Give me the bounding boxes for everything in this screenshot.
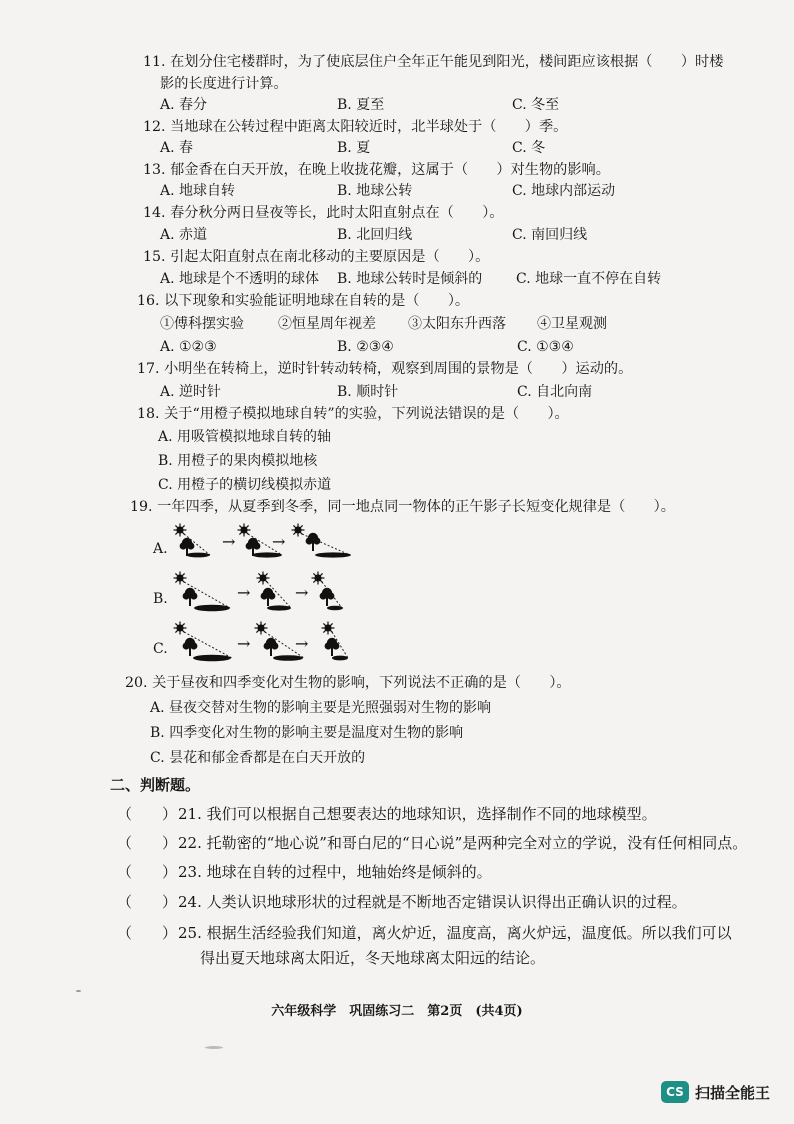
option-a-step1 xyxy=(174,524,211,558)
judgment-24-text: 24. 人类认识地球形状的过程就是不断地否定错误认识得出正确认识的过程。 xyxy=(178,893,687,911)
judgment-22-text: 22. 托勒密的“地心说”和哥白尼的“日心说”是两种完全对立的学说，没有任何相同点。 xyxy=(178,834,748,852)
question-13-option-b: B. 地球公转 xyxy=(337,183,413,199)
question-11-option-b: B. 夏至 xyxy=(337,97,385,113)
question-11-option-c: C. 冬至 xyxy=(512,97,560,113)
option-c-step3 xyxy=(322,622,349,661)
question-14-option-a: A. 赤道 xyxy=(160,227,208,243)
option-c-step1 xyxy=(174,622,233,662)
arrow-icon: → xyxy=(295,583,309,602)
shadow-diagram xyxy=(150,522,380,672)
question-18-option-c: C. 用橙子的横切线模拟赤道 xyxy=(158,477,332,493)
arrow-icon: → xyxy=(272,532,286,551)
question-16-option-c: C. ①③④ xyxy=(517,339,574,355)
section-heading: 二、判断题。 xyxy=(110,776,201,794)
question-20-option-c: C. 昙花和郁金香都是在白天开放的 xyxy=(150,750,366,766)
watermark-text: 扫描全能王 xyxy=(694,1083,770,1102)
judgment-23-text: 23. 地球在自转的过程中，地轴始终是倾斜的。 xyxy=(178,863,492,881)
question-15-option-b: B. 地球公转时是倾斜的 xyxy=(337,271,483,287)
question-17-option-a: A. 逆时针 xyxy=(160,384,222,400)
question-20-option-a: A. 昼夜交替对生物的影响主要是光照强弱对生物的影响 xyxy=(150,700,492,716)
question-14-stem: 14. 春分秋分两日昼夜等长，此时太阳直射点在（ ）。 xyxy=(143,205,504,221)
question-12-option-c: C. 冬 xyxy=(512,140,546,156)
question-19-option-c: C. xyxy=(153,641,168,657)
arrow-icon: → xyxy=(295,634,309,653)
judgment-25-text: 25. 根据生活经验我们知道，离火炉近，温度高，离火炉远，温度低。所以我们可以 xyxy=(178,924,732,942)
question-13-stem: 13. 郁金香在白天开放，在晚上收拢花瓣，这属于（ ）对生物的影响。 xyxy=(143,162,610,178)
judgment-25-bracket: （ ） xyxy=(117,924,178,942)
judgment-24-bracket: （ ） xyxy=(117,893,178,911)
option-b-step2 xyxy=(257,572,292,611)
question-16-item-2: ②恒星周年视差 xyxy=(278,316,376,332)
question-16-option-a: A. ①②③ xyxy=(160,339,217,355)
arrow-icon: → xyxy=(237,583,251,602)
question-19-stem: 19. 一年四季，从夏季到冬季，同一地点同一物体的正午影子长短变化规律是（ ）。 xyxy=(130,499,675,515)
question-18-option-a: A. 用吸管模拟地球自转的轴 xyxy=(158,429,332,445)
camscanner-logo-icon: CS xyxy=(661,1081,689,1103)
question-14-option-b: B. 北回归线 xyxy=(337,227,413,243)
option-b-step1 xyxy=(174,572,231,612)
question-13-option-a: A. 地球自转 xyxy=(160,183,236,199)
question-12-option-b: B. 夏 xyxy=(337,140,371,156)
arrow-icon: → xyxy=(237,634,251,653)
question-18-option-b: B. 用橙子的果肉模拟地核 xyxy=(158,453,318,469)
question-15-option-a: A. 地球是个不透明的球体 xyxy=(160,271,320,287)
question-17-option-b: B. 顺时针 xyxy=(337,384,399,400)
question-11-option-a: A. 春分 xyxy=(160,97,208,113)
question-14-option-c: C. 南回归线 xyxy=(512,227,588,243)
question-11-stem-cont: 影的长度进行计算。 xyxy=(160,76,288,92)
question-17-stem: 17. 小明坐在转椅上，逆时针转动转椅，观察到周围的景物是（ ）运动的。 xyxy=(137,361,633,377)
page-footer: 六年级科学 巩固练习二 第2页 (共4页) xyxy=(271,1004,523,1019)
judgment-25-text-cont: 得出夏天地球离太阳近，冬天地球离太阳远的结论。 xyxy=(200,949,546,967)
question-20-option-b: B. 四季变化对生物的影响主要是温度对生物的影响 xyxy=(150,725,464,741)
question-18-stem: 18. 关于“用橙子模拟地球自转”的实验，下列说法错误的是（ ）。 xyxy=(137,406,569,422)
judgment-21-text: 21. 我们可以根据自己想要表达的地球知识，选择制作不同的地球模型。 xyxy=(178,805,657,823)
question-12-stem: 12. 当地球在公转过程中距离太阳较近时，北半球处于（ ）季。 xyxy=(143,119,568,135)
option-b-step3 xyxy=(312,572,344,611)
scan-speck xyxy=(76,990,81,992)
question-11-stem: 11. 在划分住宅楼群时，为了使底层住户全年正午能见到阳光，楼间距应该根据（ ）时楼 xyxy=(143,54,724,70)
question-12-option-a: A. 春 xyxy=(160,140,194,156)
option-a-step3 xyxy=(292,524,352,558)
question-16-item-3: ③太阳东升西落 xyxy=(408,316,506,332)
question-13-option-c: C. 地球内部运动 xyxy=(512,183,616,199)
judgment-21-bracket: （ ） xyxy=(117,805,178,823)
question-16-item-1: ①傅科摆实验 xyxy=(160,316,244,332)
question-19-option-b: B. xyxy=(153,591,168,607)
question-15-option-c: C. 地球一直不停在自转 xyxy=(516,271,662,287)
question-17-option-c: C. 自北向南 xyxy=(517,384,593,400)
question-19-option-a: A. xyxy=(153,541,168,557)
arrow-icon: → xyxy=(222,532,236,551)
question-15-stem: 15. 引起太阳直射点在南北移动的主要原因是（ ）。 xyxy=(143,249,490,265)
question-16-item-4: ④卫星观测 xyxy=(537,316,607,332)
scanner-watermark xyxy=(661,1081,770,1103)
question-20-stem: 20. 关于昼夜和四季变化对生物的影响，下列说法不正确的是（ ）。 xyxy=(125,675,571,691)
scan-speck xyxy=(205,1046,223,1049)
judgment-22-bracket: （ ） xyxy=(117,834,178,852)
question-16-stem: 16. 以下现象和实验能证明地球在自转的是（ ）。 xyxy=(137,293,470,309)
question-16-option-b: B. ②③④ xyxy=(337,339,394,355)
judgment-23-bracket: （ ） xyxy=(117,863,178,881)
